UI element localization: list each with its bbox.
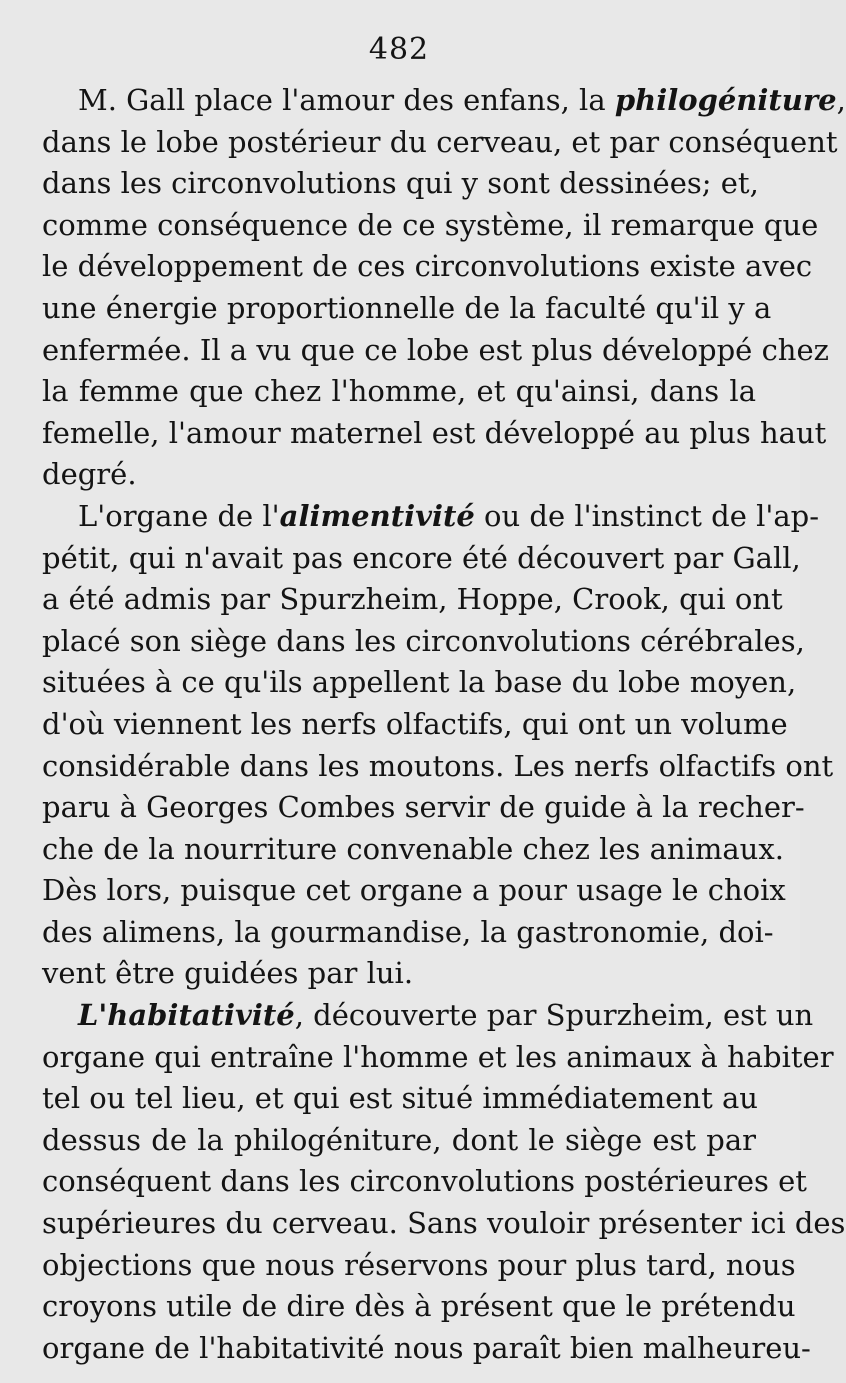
- text-line: organe de l'habitativité nous paraît bien malheureu-: [42, 1330, 811, 1365]
- text-line: organe qui entraîne l'homme et les animaux à habiter: [42, 1039, 834, 1074]
- text-line: Dès lors, puisque cet organe a pour usage le choix: [42, 873, 786, 908]
- text-line: [42, 80, 846, 122]
- text-line-part: L'organe de l': [78, 498, 280, 533]
- text-line-part: M. Gall place l'amour des enfans, la: [78, 83, 615, 117]
- text-line: che de la nourriture convenable chez les animaux.: [42, 831, 784, 866]
- italic-term: L'habitativité: [78, 998, 295, 1033]
- text-line: dans les circonvolutions qui y sont dessinées; et,: [42, 166, 759, 201]
- text-line: dessus de la philogéniture, dont le siège est par: [42, 1122, 756, 1157]
- text-line: croyons utile de dire dès à présent que le prétendu: [42, 1289, 796, 1324]
- text-line: la femme que chez l'homme, et qu'ainsi, dans la: [42, 374, 756, 409]
- text-line: comme conséquence de ce système, il remarque que: [42, 207, 819, 242]
- text-line: femelle, l'amour maternel est développé au plus haut: [42, 415, 827, 450]
- text-line: degré.: [42, 457, 137, 492]
- text-line: supérieures du cerveau. Sans vouloir présenter ici des: [42, 1206, 846, 1241]
- text-line: objections que nous réservons pour plus tard, nous: [42, 1247, 796, 1282]
- paragraph-philogeniture: [42, 80, 846, 496]
- text-line: a été admis par Spurzheim, Hoppe, Crook, qui ont: [42, 582, 783, 617]
- text-line: vent être guidées par lui.: [42, 956, 414, 991]
- text-line: situées à ce qu'ils appellent la base du lobe moyen,: [42, 665, 797, 700]
- text-line-part: , découverte par Spurzheim, est un: [294, 998, 814, 1033]
- text-line: tel ou tel lieu, et qui est situé immédiatement au: [42, 1081, 758, 1116]
- text-line: dans le lobe postérieur du cerveau, et par conséquent: [42, 124, 838, 159]
- text-line: d'où viennent les nerfs olfactifs, qui ont un volume: [42, 706, 788, 741]
- text-line: le développement de ces circonvolutions existe avec: [42, 249, 813, 284]
- text-line: pétit, qui n'avait pas encore été découvert par Gall,: [42, 540, 801, 575]
- italic-term: philogéniture: [614, 83, 837, 117]
- text-line: conséquent dans les circonvolutions postérieures et: [42, 1164, 807, 1199]
- text-line-part: ou de l'instinct de l'ap-: [474, 498, 819, 533]
- text-line: paru à Georges Combes servir de guide à la recher-: [42, 790, 805, 825]
- paragraph-alimentivite: [42, 496, 834, 995]
- text-line: une énergie proportionnelle de la faculté qu'il y a: [42, 290, 772, 325]
- text-line: placé son siège dans les circonvolutions cérébrales,: [42, 623, 805, 658]
- text-line: [42, 995, 814, 1037]
- page-number: 482: [368, 32, 430, 67]
- text-line-part: ,: [836, 83, 846, 117]
- text-line: considérable dans les moutons. Les nerfs olfactifs ont: [42, 748, 834, 783]
- text-line: des alimens, la gourmandise, la gastronomie, doi-: [42, 914, 774, 949]
- italic-term: alimentivité: [279, 498, 475, 533]
- text-line: enfermée. Il a vu que ce lobe est plus développé chez: [42, 332, 829, 367]
- paragraph-habitativite: [42, 995, 846, 1369]
- text-line: [42, 496, 819, 538]
